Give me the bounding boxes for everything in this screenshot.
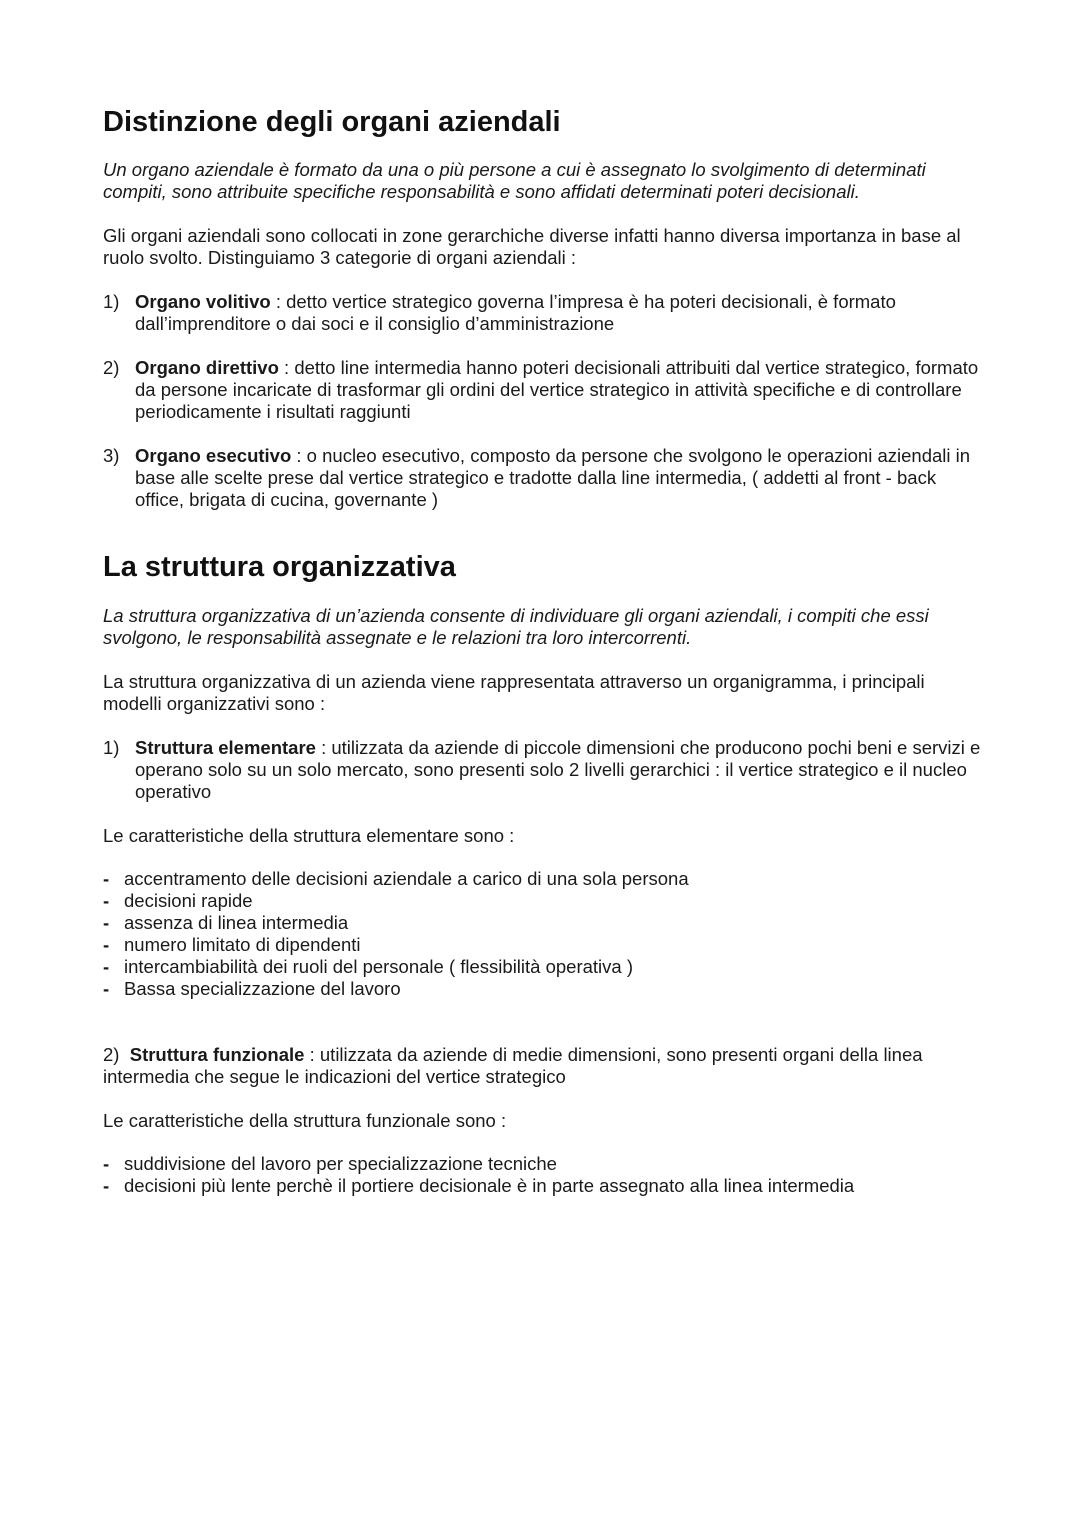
characteristics-list-funzionale: [103, 1153, 983, 1197]
list-item: - Bassa specializzazione del lavoro: [103, 978, 401, 999]
term-description: : detto vertice strategico governa l’impresa è ha poteri decisionali, è formato dall’imprenditore o dai soci e il consiglio d’amministrazione: [135, 291, 896, 334]
section-title-struttura: La struttura organizzativa: [103, 551, 456, 583]
list-item: - numero limitato di dipendenti: [103, 934, 361, 955]
list-item: - decisioni più lente perchè il portiere decisionale è in parte assegnato alla linea intermedia: [103, 1175, 855, 1196]
term-description: : utilizzata da aziende di medie dimensioni, sono presenti organi della linea intermedia che segue le indicazioni del vertice strategico: [103, 1044, 923, 1087]
list-number: 1): [103, 737, 120, 758]
characteristics-list-elementare: [103, 868, 983, 1000]
intro-struttura-organizzativa: La struttura organizzativa di un’azienda consente di individuare gli organi aziendali, i compiti che essi svolgono, le responsabilità assegnate e le relazioni tra loro intercorrenti.: [103, 605, 929, 648]
list-item: - suddivisione del lavoro per specializzazione tecniche: [103, 1153, 557, 1174]
list-item-struttura-elementare: [103, 737, 983, 803]
dash-bullet: -: [103, 868, 110, 889]
dash-bullet: -: [103, 912, 110, 933]
term-label: Organo direttivo: [135, 357, 279, 378]
term-label: Struttura funzionale: [129, 1044, 305, 1065]
paragraph-organigramma: La struttura organizzativa di un azienda viene rappresentata attraverso un organigramma, i principali modelli organizzativi sono :: [103, 671, 925, 714]
term-description: : utilizzata da aziende di piccole dimensioni che producono pochi beni e servizi e operano solo su un solo mercato, sono presenti solo 2 livelli gerarchici : il vertice strategico e il nucleo operativo: [135, 737, 981, 802]
term-label: Struttura elementare: [135, 737, 316, 758]
term-label: Organo volitivo: [135, 291, 271, 312]
characteristics-intro-elementare: Le caratteristiche della struttura elementare sono :: [103, 825, 515, 846]
list-number: 2): [103, 1044, 120, 1065]
dash-bullet: -: [103, 890, 110, 911]
list-number: 3): [103, 445, 120, 466]
dash-bullet: -: [103, 956, 110, 977]
intro-organo-aziendale: Un organo aziendale è formato da una o più persone a cui è assegnato lo svolgimento di determinati compiti, sono attribuite specifiche responsabilità e sono affidati determinati poteri decisionali.: [103, 159, 926, 202]
term-label: Organo esecutivo: [135, 445, 292, 466]
characteristics-intro-funzionale: Le caratteristiche della struttura funzionale sono :: [103, 1110, 507, 1131]
document-page: [103, 100, 983, 1197]
dash-bullet: -: [103, 934, 110, 955]
list-number: 2): [103, 357, 120, 378]
list-number: 1): [103, 291, 120, 312]
list-item: - accentramento delle decisioni aziendale a carico di una sola persona: [103, 868, 689, 889]
term-description: : o nucleo esecutivo, composto da persone che svolgono le operazioni aziendali in base alle scelte prese dal vertice strategico e tradotte dalla line intermedia, ( addetti al front - back office, brigata di cucina, governante ): [135, 445, 971, 510]
paragraph-zone-gerarchiche: Gli organi aziendali sono collocati in zone gerarchiche diverse infatti hanno diversa importanza in base al ruolo svolto. Distinguiamo 3 categorie di organi aziendali :: [103, 225, 961, 268]
list-item: - assenza di linea intermedia: [103, 912, 349, 933]
term-description: : detto line intermedia hanno poteri decisionali attribuiti dal vertice strategico, formato da persone incaricate di trasformar gli ordini del vertice strategico in attività specifiche e di controllare periodicamente i risultati raggiunti: [135, 357, 979, 422]
list-item: - decisioni rapide: [103, 890, 253, 911]
list-item: - intercambiabilità dei ruoli del personale ( flessibilità operativa ): [103, 956, 634, 977]
list-item-organo-direttivo: [103, 357, 983, 423]
dash-bullet: -: [103, 1153, 110, 1174]
section-title-organi: Distinzione degli organi aziendali: [103, 106, 561, 138]
list-item-organo-esecutivo: [103, 445, 983, 511]
list-item-struttura-funzionale: [103, 1044, 983, 1088]
list-item-organo-volitivo: [103, 291, 983, 335]
dash-bullet: -: [103, 978, 110, 999]
dash-bullet: -: [103, 1175, 110, 1196]
